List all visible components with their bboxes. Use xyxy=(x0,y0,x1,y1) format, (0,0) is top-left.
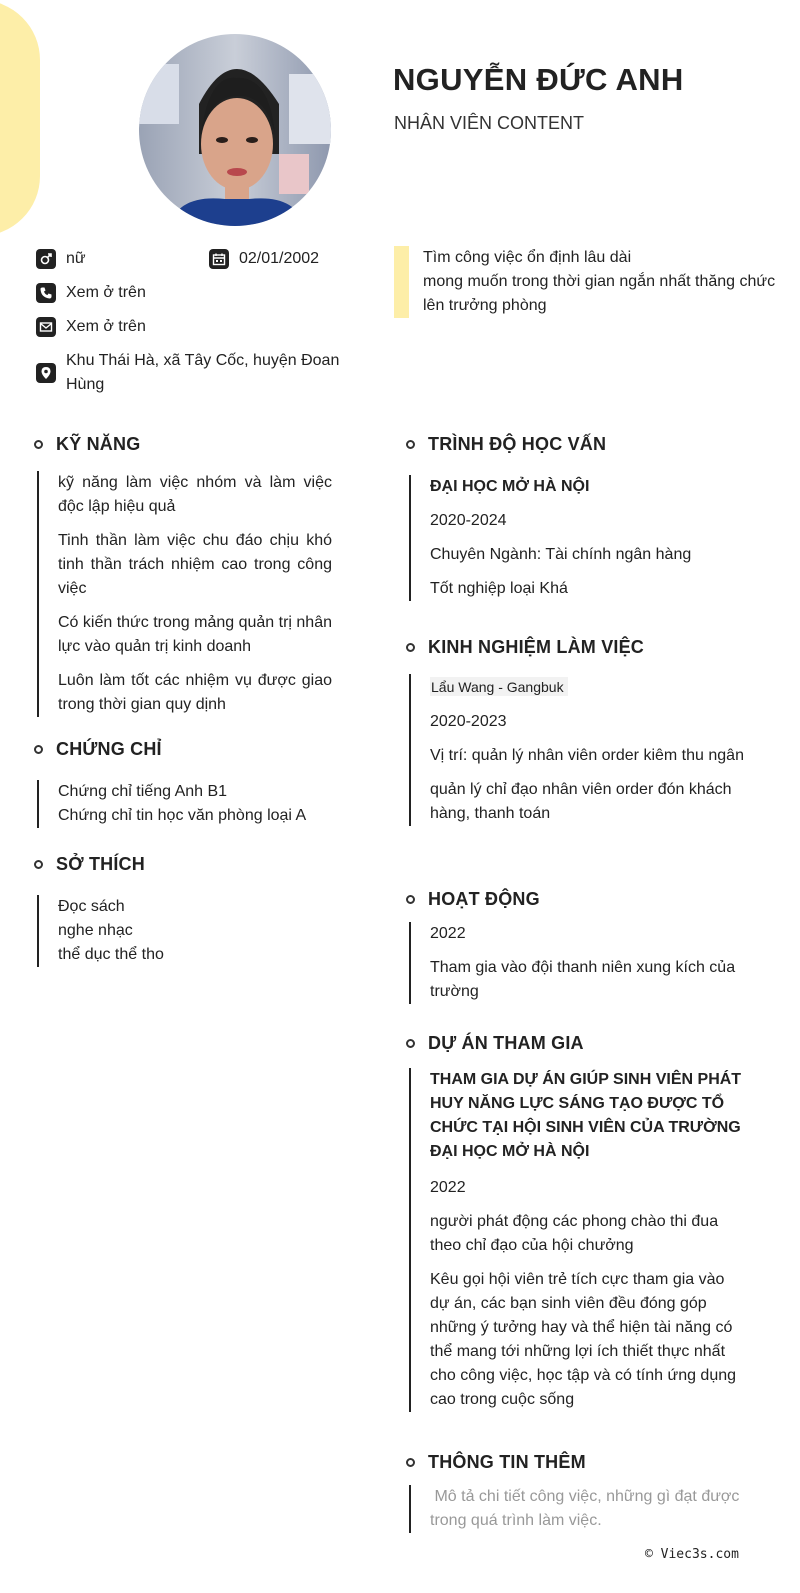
skill-item: Luôn làm tốt các nhiệm vụ được giao trong thời gian quy dịnh xyxy=(58,672,332,713)
phone-row xyxy=(36,281,146,305)
section-title: THÔNG TIN THÊM xyxy=(428,1451,586,1472)
hobby-item: Đọc sách xyxy=(58,898,125,915)
candidate-name: NGUYỄN ĐỨC ANH xyxy=(393,62,684,97)
skills-section xyxy=(34,429,332,717)
additional-info-section xyxy=(406,1447,746,1547)
section-title: KINH NGHIỆM LÀM VIỆC xyxy=(428,636,645,657)
timeline-dot xyxy=(406,440,415,449)
project-role: người phát động các phong chào thi đua theo chỉ đạo của hội chưởng xyxy=(430,1213,719,1254)
section-title: CHỨNG CHỈ xyxy=(56,738,162,759)
birthdate-value: 02/01/2002 xyxy=(239,250,320,267)
activity-description: Tham gia vào đội thanh niên xung kích của trường xyxy=(430,959,736,1000)
timeline-dot xyxy=(406,643,415,652)
timeline-dot xyxy=(34,860,43,869)
skill-item: Có kiến thức trong mảng quản trị nhân lực vào quản trị kinh doanh xyxy=(58,614,332,655)
education-period: 2020-2024 xyxy=(430,512,507,529)
gender-value: nữ xyxy=(66,250,86,267)
section-title: TRÌNH ĐỘ HỌC VẤN xyxy=(428,433,607,454)
address-value: Khu Thái Hà, xã Tây Cốc, huyện Đoan Hùng xyxy=(66,352,340,393)
skill-item: Tinh thần làm việc chu đáo chịu khó tinh thần trách nhiệm cao trong công việc xyxy=(58,532,332,597)
hobbies-section xyxy=(34,849,332,967)
footer-credit: © Viec3s.com xyxy=(645,1547,739,1562)
projects-section xyxy=(406,1028,746,1428)
objective-line: Tìm công việc ổn định lâu dài xyxy=(423,249,632,266)
section-title: DỰ ÁN THAM GIA xyxy=(428,1032,584,1053)
section-title: KỸ NĂNG xyxy=(56,433,141,454)
avatar xyxy=(139,34,331,226)
experience-section xyxy=(406,632,746,842)
timeline-dot xyxy=(34,745,43,754)
phone-value: Xem ở trên xyxy=(66,284,146,301)
timeline-dot xyxy=(406,1039,415,1048)
hobby-item: nghe nhạc xyxy=(58,922,133,939)
company-name: Lẩu Wang - Gangbuk xyxy=(430,677,568,696)
certificates-section xyxy=(34,734,332,828)
activities-section xyxy=(406,884,746,1020)
skill-item: kỹ năng làm việc nhóm và làm việc độc lập hiệu quả xyxy=(58,474,332,515)
career-objective xyxy=(394,246,793,318)
calendar-icon xyxy=(209,249,229,269)
job-title: NHÂN VIÊN CONTENT xyxy=(394,113,585,133)
gender-row xyxy=(36,247,86,271)
section-title: SỞ THÍCH xyxy=(56,853,145,874)
birthdate-row xyxy=(209,247,319,271)
certificate-item: Chứng chỉ tin học văn phòng loại A xyxy=(58,807,307,824)
decorative-accent xyxy=(0,0,40,236)
school-name: ĐẠI HỌC MỞ HÀ NỘI xyxy=(430,478,590,495)
location-pin-icon xyxy=(36,363,56,383)
objective-line: mong muốn trong thời gian ngắn nhất thăng chức lên trưởng phòng xyxy=(423,273,780,314)
education-section xyxy=(406,429,746,601)
education-major: Chuyên Ngành: Tài chính ngân hàng xyxy=(430,546,692,563)
timeline-dot xyxy=(406,1458,415,1467)
additional-info-placeholder: Mô tả chi tiết công việc, những gì đạt được trong quá trình làm việc. xyxy=(430,1488,744,1529)
experience-description: quản lý chỉ đạo nhân viên order đón khách hàng, thanh toán xyxy=(430,781,732,822)
timeline-dot xyxy=(406,895,415,904)
experience-position: Vị trí: quản lý nhân viên order kiêm thu ngân xyxy=(430,747,744,764)
project-year: 2022 xyxy=(430,1179,466,1196)
email-value: Xem ở trên xyxy=(66,318,146,335)
timeline-dot xyxy=(34,440,43,449)
project-name: THAM GIA DỰ ÁN GIÚP SINH VIÊN PHÁT HUY NĂNG LỰC SÁNG TẠO ĐƯỢC TỔ CHỨC TẠI HỘI SINH VIÊN CỦA TRƯỜNG ĐẠI HỌC MỞ HÀ NỘI xyxy=(430,1071,742,1160)
email-row xyxy=(36,315,146,339)
experience-period: 2020-2023 xyxy=(430,713,507,730)
gender-icon xyxy=(36,249,56,269)
mail-icon xyxy=(36,317,56,337)
section-title: HOẠT ĐỘNG xyxy=(428,888,540,909)
project-description: Kêu gọi hội viên trẻ tích cực tham gia vào dự án, các bạn sinh viên đều đóng góp những ý tưởng hay và thể hiện tài năng có thể mang tới những lợi ích thiết thực nhất cho công việc, học tập và có tính ứng dụng cao trong cuộc sống xyxy=(430,1271,737,1408)
activity-year: 2022 xyxy=(430,925,466,942)
certificate-item: Chứng chỉ tiếng Anh B1 xyxy=(58,783,228,800)
phone-icon xyxy=(36,283,56,303)
hobby-item: thể dục thể tho xyxy=(58,946,164,963)
education-grade: Tốt nghiệp loại Khá xyxy=(430,580,568,597)
address-row xyxy=(36,349,346,397)
